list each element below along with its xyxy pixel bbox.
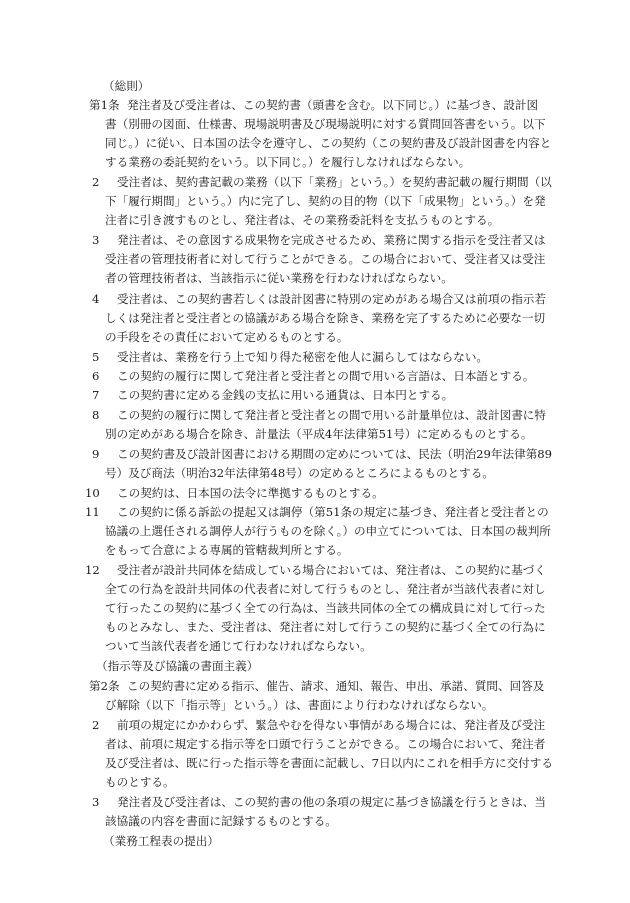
paragraph-number: 2 [92, 718, 100, 732]
article-1-line: 書（別冊の図面、仕様書、現場説明書及び現場説明に対する質問回答書をいう。以下 [105, 117, 546, 131]
paragraph-number: 10 [85, 486, 100, 500]
paragraph-line: この契約に係る訴訟の提起又は調停（第51条の規定に基づき、発注者と受注者との [117, 505, 549, 519]
article-2-label: 第2条 [89, 679, 120, 693]
paragraph-line: 受注者の管理技術者に対して行うことができる。この場合において、受注者又は受注 [105, 252, 546, 266]
paragraph-line: 注者に引き渡すものとし、発注者は、その業務委託料を支払うものとする。 [105, 213, 500, 227]
article-1-line: 同じ。）に従い、日本国の法令を遵守し、この契約（この契約書及び設計図書を内容と [105, 136, 552, 150]
paragraph-number: 7 [92, 388, 100, 402]
paragraph-number: 9 [92, 447, 100, 461]
paragraph-number: 6 [92, 369, 100, 383]
paragraph-number: 4 [92, 292, 100, 306]
paragraph-number: 2 [92, 175, 100, 189]
paragraph-number: 11 [85, 505, 100, 519]
paragraph-line: て行ったこの契約に基づく全ての行為は、当該共同体の全ての構成員に対して行った [105, 601, 546, 615]
article-1-line: 発注者及び受注者は、この契約書（頭書を含む。以下同じ。）に基づき、設計図 [127, 98, 539, 112]
paragraph-line: 者の管理技術者は、当該指示に従い業務を行わなければならない。 [105, 271, 453, 285]
paragraph-line: この契約書に定める金銭の支払に用いる通貨は、日本円とする。 [117, 388, 454, 402]
paragraph-line: 発注者及び受注者は、この契約書の他の条項の規定に基づき協議を行うときは、当 [117, 795, 546, 809]
paragraph-line: この契約の履行に関して発注者と受注者との間で用いる計量単位は、設計図書に特 [117, 408, 546, 422]
paragraph-number: 3 [92, 795, 100, 809]
article-2-line: び解除（以下「指示等」という。）は、書面により行わなければならない。 [105, 698, 494, 712]
paragraph-line: ものとする。 [105, 775, 175, 789]
paragraph-line: 受注者は、この契約書若しくは設計図書に特別の定めがある場合又は前項の指示若 [117, 292, 546, 306]
paragraph-line: この契約書及び設計図書における期間の定めについては、民法（明治29年法律第89 [117, 447, 553, 461]
section-heading-schedule: （業務工程表の提出） [103, 834, 219, 848]
article-2-line: この契約書に定める指示、催告、請求、通知、報告、申出、承諾、質問、回答及 [127, 679, 545, 693]
paragraph-line: 該協議の内容を書面に記録するものとする。 [105, 814, 337, 828]
paragraph-line: この契約は、日本国の法令に準拠するものとする。 [117, 486, 384, 500]
paragraph-line: ついて当該代表者を通じて行わなければならない。 [105, 639, 372, 653]
paragraph-number: 5 [92, 350, 100, 364]
paragraph-line: 全ての行為を設計共同体の代表者に対して行うものとし、発注者が当該代表者に対し [105, 582, 546, 596]
paragraph-line: をもって合意による専属的管轄裁判所とする。 [105, 543, 349, 557]
paragraph-line: しくは発注者と受注者との協議がある場合を除き、業務を完了するために必要な一切 [105, 311, 546, 325]
paragraph-line: 受注者が設計共同体を結成している場合においては、発注者は、この契約に基づく [117, 563, 546, 577]
section-heading-written-form: （指示等及び協議の書面主義） [96, 659, 259, 673]
paragraph-number: 3 [92, 233, 100, 247]
paragraph-line: 前項の規定にかかわらず、緊急やむを得ない事情がある場合には、発注者及び受注 [117, 718, 546, 732]
paragraph-line: 別の定めがある場合を除き、計量法（平成4年法律第51号）に定めるものとする。 [105, 427, 533, 441]
article-1-line: する業務の委託契約をいう。以下同じ。）を履行しなければならない。 [105, 155, 471, 169]
paragraph-line: 及び受注者は、既に行った指示等を書面に記載し、7日以内にこれを相手方に交付する [105, 756, 553, 770]
article-1-label: 第1条 [89, 98, 120, 112]
paragraph-line: 協議の上選任される調停人が行うものを除く。）の申立てについては、日本国の裁判所 [105, 524, 551, 538]
paragraph-line: この契約の履行に関して発注者と受注者との間で用いる言語は、日本語とする。 [117, 369, 535, 383]
paragraph-line: 発注者は、その意図する成果物を完成させるため、業務に関する指示を受注者又は [117, 233, 546, 247]
paragraph-line: 者は、前項に規定する指示等を口頭で行うことができる。この場合において、発注者 [105, 737, 546, 751]
section-heading-general: （総則） [103, 79, 150, 93]
paragraph-line: 下「履行期間」という。）内に完了し、契約の目的物（以下「成果物」という。）を発 [105, 194, 546, 208]
paragraph-line: 号）及び商法（明治32年法律第48号）の定めるところによるものとする。 [105, 466, 494, 480]
paragraph-line: 受注者は、契約書記載の業務（以下「業務」という。）を契約書記載の履行期間（以 [117, 175, 552, 189]
paragraph-line: ものとみなし、また、受注者は、発注者に対して行うこの契約に基づく全ての行為に [105, 620, 546, 634]
paragraph-line: の手段をその責任において定めるものとする。 [105, 330, 349, 344]
paragraph-number: 8 [92, 408, 100, 422]
paragraph-number: 12 [85, 563, 100, 577]
paragraph-line: 受注者は、業務を行う上で知り得た秘密を他人に漏らしてはならない。 [117, 350, 489, 364]
